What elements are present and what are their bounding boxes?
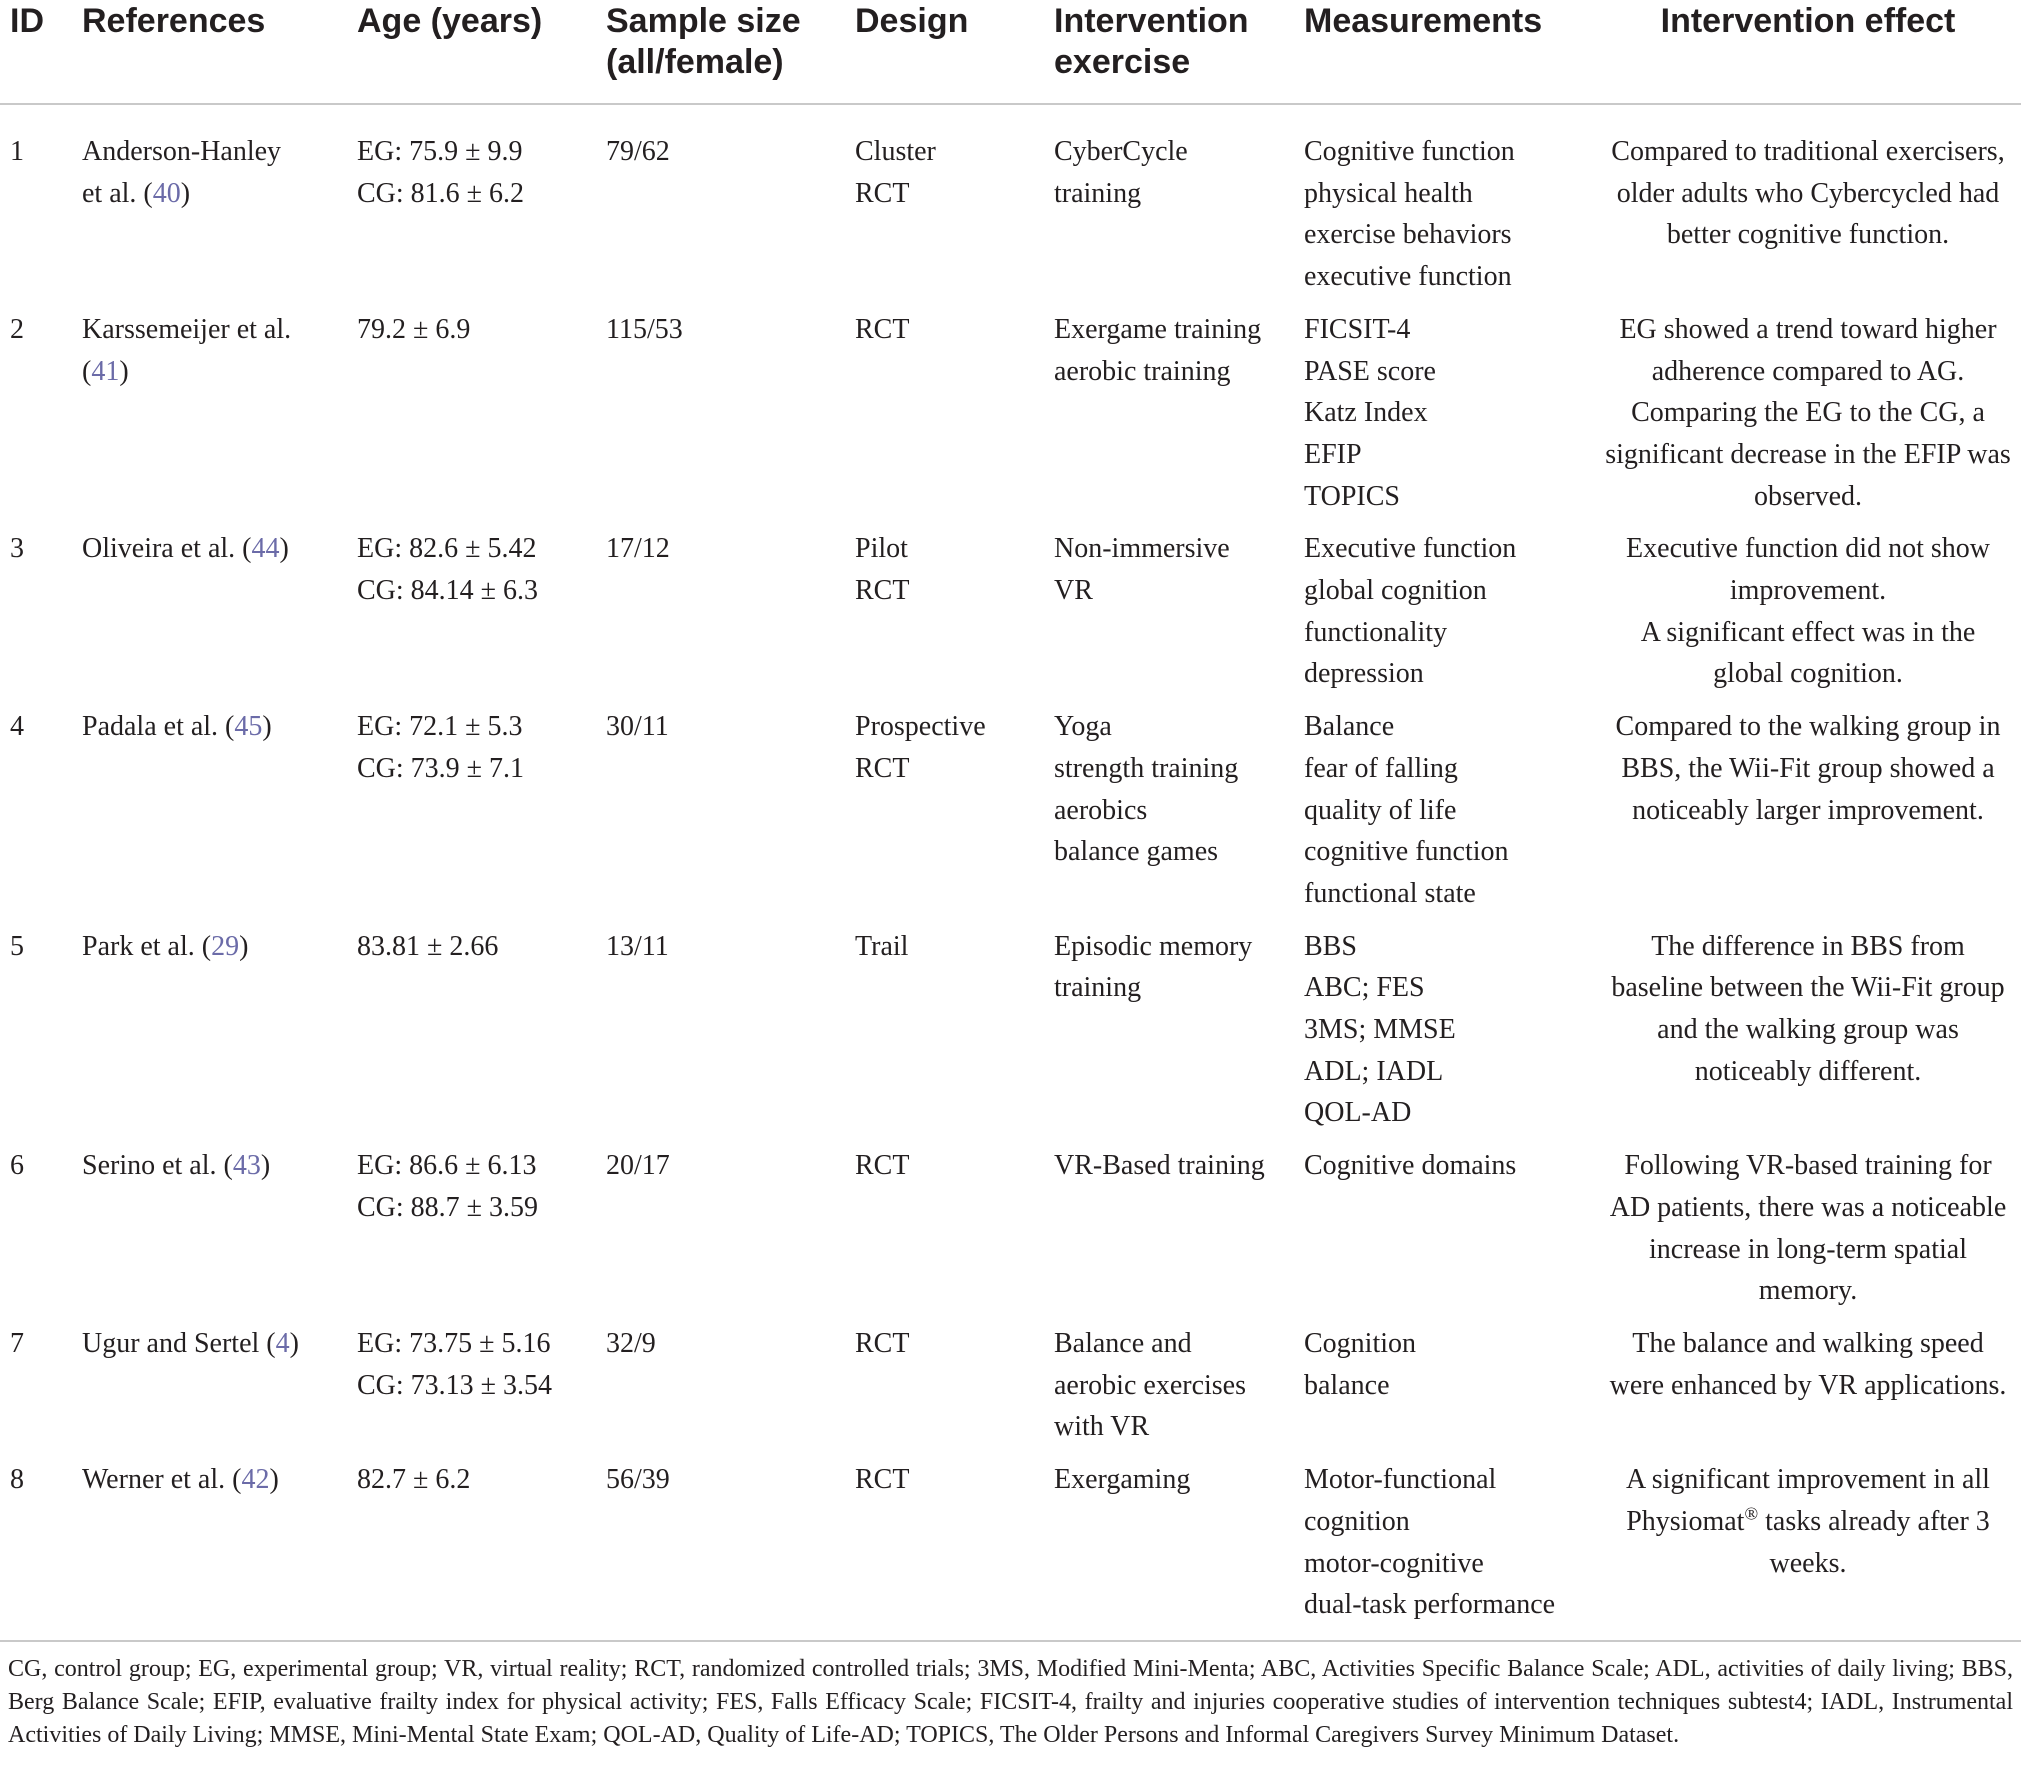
cell-sample-size: 17/12	[606, 533, 670, 565]
reference-close-paren: )	[119, 355, 129, 387]
reference-text-part: Werner et al. (	[82, 1464, 242, 1496]
design-value: RCT	[855, 177, 910, 209]
cell-measurements	[1294, 1459, 1595, 1641]
reference-text-part: Oliveira et al. (	[82, 533, 252, 565]
cell-sample-size: 30/11	[606, 711, 669, 743]
reference-text-part: Karssemeijer et al.	[82, 313, 292, 345]
cell-reference	[72, 1459, 347, 1641]
cell-design	[845, 309, 1044, 529]
header-sample-size	[596, 0, 845, 104]
cell-id: 1	[10, 136, 24, 167]
cell-reference	[72, 528, 347, 706]
measurement-value: physical health	[1304, 177, 1473, 209]
cell-measurements	[1294, 104, 1595, 309]
cell-measurements	[1294, 926, 1595, 1146]
age-value: CG: 88.7 ± 3.59	[357, 1191, 539, 1223]
header-row	[0, 0, 2021, 104]
cell-age	[347, 706, 596, 926]
exercise-value: Non-immersive	[1054, 533, 1230, 565]
cell-age	[347, 1145, 596, 1323]
cell-measurements	[1294, 1323, 1595, 1459]
effect-text: The balance and walking speed were enhanced by VR applications.	[1609, 1327, 2007, 1401]
registered-mark: ®	[1744, 1503, 1759, 1524]
cell-id: 2	[10, 313, 24, 345]
reference-text	[82, 309, 337, 351]
exercise-value: VR-Based training	[1054, 1150, 1265, 1182]
measurement-value: fear of falling	[1304, 752, 1458, 784]
cell-id: 7	[10, 1327, 24, 1359]
age-value: CG: 81.6 ± 6.2	[357, 177, 525, 209]
age-value: CG: 73.13 ± 3.54	[357, 1369, 553, 1401]
reference-number-link[interactable]: 45	[234, 711, 263, 743]
reference-close-paren: )	[260, 1150, 271, 1182]
cell-sample-size: 79/62	[606, 136, 670, 167]
cell-id: 3	[10, 533, 24, 565]
header-sample-size-line2: (all/female)	[606, 43, 784, 81]
age-value: EG: 82.6 ± 5.42	[357, 533, 537, 565]
table-row	[0, 528, 2021, 706]
design-value: RCT	[855, 752, 910, 784]
measurement-value: cognition	[1304, 1505, 1410, 1537]
header-sample-size-line1: Sample size	[606, 2, 801, 40]
exercise-value: aerobic training	[1054, 355, 1231, 387]
table-row	[0, 1145, 2021, 1323]
measurement-value: Balance	[1304, 711, 1395, 743]
header-intervention-exercise	[1044, 0, 1294, 104]
reference-close-paren: )	[279, 533, 289, 565]
table-footnote: CG, control group; EG, experimental group; VR, virtual reality; RCT, randomized controlled trials; 3MS, Modified Mini-Menta; ABC, Activities Specific Balance Scale; ADL, activities of daily living; BBS, Berg Balance Scale; EFIP, evaluative frailty index for physical activity; FES, Falls Efficacy Scale; FICSIT-4, frailty and injuries cooperative studies of intervention techniques subtest4; IADL, Instrumental Activities of Daily Living; MMSE, Mini-Mental State Exam; QOL-AD, Quality of Life-AD; TOPICS, The Older Persons and Informal Caregivers Survey Minimum Dataset.	[8, 1656, 2013, 1748]
reference-number-link[interactable]: 40	[152, 177, 181, 209]
cell-age	[347, 309, 596, 529]
measurement-value: ABC; FES	[1304, 972, 1425, 1004]
design-value: Pilot	[855, 533, 908, 565]
measurement-value: cognitive function	[1304, 836, 1509, 868]
table-row	[0, 104, 2021, 309]
cell-reference	[72, 1145, 347, 1323]
cell-intervention-effect	[1595, 1145, 2021, 1323]
effect-text	[1605, 1459, 2011, 1584]
cell-intervention-effect	[1595, 104, 2021, 309]
cell-reference	[72, 309, 347, 529]
reference-text	[82, 926, 337, 968]
design-value: RCT	[855, 1464, 910, 1496]
effect-text: Executive function did not show improvement.	[1626, 533, 1990, 607]
header-exercise-line1: Intervention	[1054, 2, 1249, 40]
exercise-value: training	[1054, 972, 1142, 1004]
exercise-value: training	[1054, 177, 1142, 209]
measurement-value: executive function	[1304, 261, 1512, 293]
table-row	[0, 706, 2021, 926]
cell-intervention-exercise	[1044, 1459, 1294, 1641]
cell-id: 6	[10, 1150, 24, 1182]
age-value: CG: 73.9 ± 7.1	[357, 752, 525, 784]
header-measurements: Measurements	[1294, 0, 1595, 104]
exercise-value: with VR	[1054, 1411, 1150, 1443]
header-design: Design	[845, 0, 1044, 104]
design-value: Prospective	[855, 711, 986, 743]
exercise-value: aerobic exercises	[1054, 1369, 1246, 1401]
reference-number-link[interactable]: 29	[211, 930, 240, 962]
reference-number-link[interactable]: 44	[251, 533, 280, 565]
cell-intervention-effect	[1595, 309, 2021, 529]
effect-text: Following VR-based training for AD patients, there was a noticeable increase in long-term spatial memory.	[1609, 1150, 2007, 1307]
reference-number-link[interactable]: 4	[275, 1327, 290, 1359]
effect-text-part: A significant improvement in all Physiomat	[1626, 1464, 1990, 1537]
reference-text-part: (	[82, 355, 92, 387]
exercise-value: Yoga	[1054, 711, 1112, 743]
effect-text: EG showed a trend toward higher adherence compared to AG. Comparing the EG to the CG, a significant decrease in the EFIP was observed.	[1605, 313, 2011, 512]
reference-text	[82, 1459, 337, 1501]
cell-age	[347, 104, 596, 309]
design-value: Trail	[855, 930, 909, 962]
measurement-value: QOL-AD	[1304, 1097, 1412, 1129]
table-row	[0, 1323, 2021, 1459]
table-row	[0, 926, 2021, 1146]
design-value: RCT	[855, 1150, 910, 1182]
cell-intervention-exercise	[1044, 309, 1294, 529]
exercise-value: aerobics	[1054, 794, 1148, 826]
cell-design	[845, 706, 1044, 926]
exercise-value: VR	[1054, 575, 1093, 607]
exercise-value: Balance and	[1054, 1327, 1192, 1359]
cell-design	[845, 1459, 1044, 1641]
design-value: Cluster	[855, 136, 936, 167]
reference-text	[82, 1323, 337, 1365]
cell-age	[347, 926, 596, 1146]
exercise-value: balance games	[1054, 836, 1219, 868]
cell-intervention-exercise	[1044, 528, 1294, 706]
cell-measurements	[1294, 309, 1595, 529]
header-references: References	[72, 0, 347, 104]
age-value: EG: 73.75 ± 5.16	[357, 1327, 551, 1359]
reference-number-link[interactable]: 43	[232, 1150, 261, 1182]
cell-reference	[72, 926, 347, 1146]
measurement-value: TOPICS	[1304, 480, 1400, 512]
age-value: EG: 75.9 ± 9.9	[357, 136, 523, 167]
effect-text: Compared to traditional exercisers, older adults who Cybercycled had better cognitive function.	[1611, 136, 2005, 251]
reference-close-paren: )	[180, 177, 191, 209]
cell-measurements	[1294, 1145, 1595, 1323]
reference-text-part: Serino et al. (	[82, 1150, 233, 1182]
cell-sample-size: 115/53	[606, 313, 683, 345]
exercise-value: Exergaming	[1054, 1464, 1191, 1496]
effect-text: The difference in BBS from baseline between the Wii-Fit group and the walking group was noticeably different.	[1611, 930, 2005, 1087]
cell-reference	[72, 706, 347, 926]
measurement-value: functional state	[1304, 877, 1476, 909]
exercise-value: strength training	[1054, 752, 1239, 784]
measurement-value: Cognition	[1304, 1327, 1417, 1359]
reference-close-paren: )	[289, 1327, 299, 1359]
cell-intervention-effect	[1595, 926, 2021, 1146]
reference-text	[82, 528, 337, 570]
age-value: EG: 86.6 ± 6.13	[357, 1150, 537, 1182]
cell-id: 8	[0, 1459, 72, 1641]
cell-intervention-effect	[1595, 706, 2021, 926]
measurement-value: Motor-functional	[1304, 1464, 1497, 1496]
reference-number-link[interactable]: 41	[91, 355, 120, 387]
measurement-value: ADL; IADL	[1304, 1055, 1444, 1087]
measurement-value: BBS	[1304, 930, 1357, 962]
cell-age	[347, 1459, 596, 1641]
cell-design	[845, 926, 1044, 1146]
reference-text-part: et al. (	[82, 177, 153, 209]
cell-id: 5	[10, 930, 24, 962]
cell-sample-size: 13/11	[606, 930, 669, 962]
measurement-value: EFIP	[1304, 438, 1362, 470]
measurement-value: Cognitive domains	[1304, 1150, 1517, 1182]
measurement-value: Katz Index	[1304, 397, 1428, 429]
cell-sample-size: 32/9	[606, 1327, 656, 1359]
cell-measurements	[1294, 528, 1595, 706]
measurement-value: 3MS; MMSE	[1304, 1014, 1456, 1046]
table-row	[0, 1459, 2021, 1641]
cell-age	[347, 1323, 596, 1459]
measurement-value: Cognitive function	[1304, 136, 1515, 167]
header-intervention-effect: Intervention effect	[1595, 0, 2021, 104]
age-value: EG: 72.1 ± 5.3	[357, 711, 523, 743]
design-value: RCT	[855, 575, 910, 607]
table-header	[0, 0, 2021, 104]
reference-text	[82, 351, 337, 393]
measurement-value: functionality	[1304, 616, 1448, 648]
measurement-value: depression	[1304, 658, 1424, 690]
measurement-value: PASE score	[1304, 355, 1436, 387]
age-value: 82.7 ± 6.2	[357, 1464, 471, 1496]
cell-measurements	[1294, 706, 1595, 926]
cell-design	[845, 104, 1044, 309]
measurement-value: FICSIT-4	[1304, 313, 1411, 345]
cell-design	[845, 528, 1044, 706]
effect-text-part: tasks already after 3 weeks.	[1758, 1505, 1990, 1579]
cell-intervention-exercise	[1044, 926, 1294, 1146]
reference-text-part: Ugur and Sertel (	[82, 1327, 276, 1359]
cell-reference	[72, 104, 347, 309]
exercise-value: Episodic memory	[1054, 930, 1253, 962]
reference-text	[82, 706, 337, 748]
age-value: 79.2 ± 6.9	[357, 313, 471, 345]
cell-intervention-effect	[1595, 1459, 2021, 1641]
reference-text	[82, 131, 337, 173]
cell-intervention-exercise	[1044, 104, 1294, 309]
cell-intervention-effect	[1595, 1323, 2021, 1459]
reference-text	[82, 173, 337, 215]
measurement-value: quality of life	[1304, 794, 1457, 826]
table-row	[0, 309, 2021, 529]
cell-sample-size: 20/17	[606, 1150, 670, 1182]
cell-intervention-effect	[1595, 528, 2021, 706]
age-value: 83.81 ± 2.66	[357, 930, 499, 962]
measurement-value: dual-task performance	[1304, 1589, 1556, 1621]
design-value: RCT	[855, 1327, 910, 1359]
exercise-value: CyberCycle	[1054, 136, 1188, 167]
cell-age	[347, 528, 596, 706]
exercise-value: Exergame training	[1054, 313, 1262, 345]
reference-close-paren: )	[239, 930, 249, 962]
cell-intervention-exercise	[1044, 1323, 1294, 1459]
cell-design	[845, 1145, 1044, 1323]
header-age: Age (years)	[347, 0, 596, 104]
reference-text-part: Padala et al. (	[82, 711, 235, 743]
reference-close-paren: )	[262, 711, 272, 743]
header-id: ID	[0, 0, 72, 104]
table-body	[0, 104, 2021, 1641]
measurement-value: motor-cognitive	[1304, 1547, 1484, 1579]
measurement-value: balance	[1304, 1369, 1390, 1401]
reference-text-part: Park et al. (	[82, 930, 212, 962]
cell-id: 4	[10, 711, 24, 743]
cell-reference	[72, 1323, 347, 1459]
cell-intervention-exercise	[1044, 1145, 1294, 1323]
reference-number-link[interactable]: 42	[241, 1464, 270, 1496]
measurement-value: Executive function	[1304, 533, 1517, 565]
effect-text: A significant effect was in the global cognition.	[1640, 616, 1976, 690]
cell-design	[845, 1323, 1044, 1459]
cell-sample-size: 56/39	[596, 1459, 845, 1641]
reference-text	[82, 1145, 337, 1187]
measurement-value: global cognition	[1304, 575, 1487, 607]
header-exercise-line2: exercise	[1054, 43, 1191, 81]
reference-close-paren: )	[269, 1464, 279, 1496]
measurement-value: exercise behaviors	[1304, 219, 1512, 251]
design-value: RCT	[855, 313, 910, 345]
reference-text-part: Anderson-Hanley	[82, 136, 282, 167]
age-value: CG: 84.14 ± 6.3	[357, 575, 539, 607]
effect-text: Compared to the walking group in BBS, the Wii-Fit group showed a noticeably larger improvement.	[1615, 711, 2001, 826]
cell-intervention-exercise	[1044, 706, 1294, 926]
